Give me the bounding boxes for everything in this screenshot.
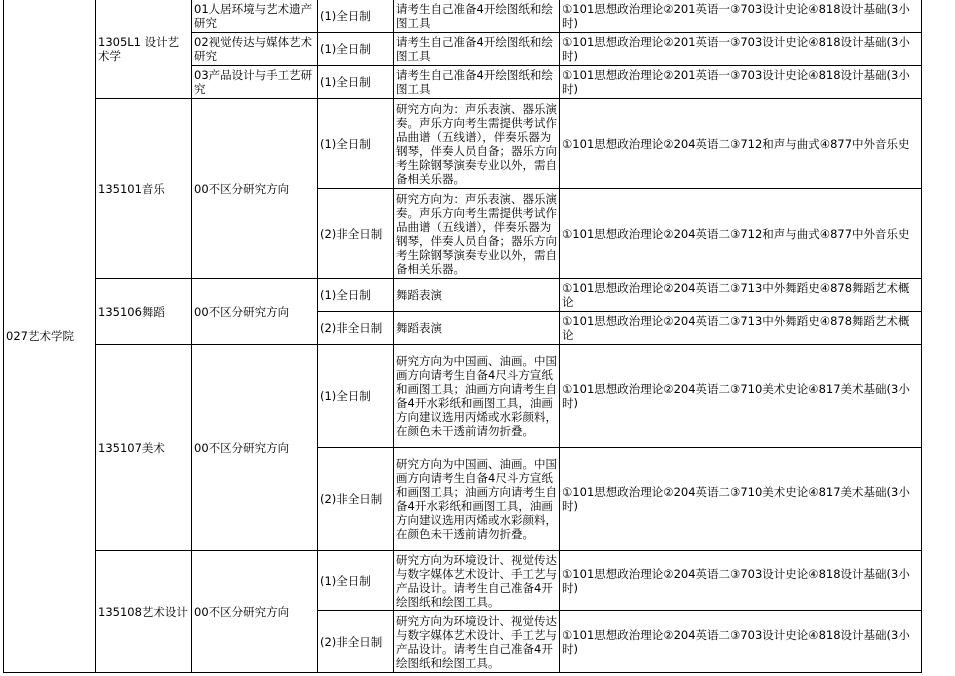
exam-subjects-cell: ①101思想政治理论②201英语一③703设计史论④818设计基础(3小时)	[560, 66, 922, 99]
remarks-cell: 研究方向为中国画、油画。中国画方向请考生自备4尺斗方宣纸和画图工具；油画方向请考生自备4开水彩纸和画图工具，油画方向建议选用丙烯或水彩颜料，在颜色未干透前请勿折叠。	[394, 448, 560, 551]
table-row	[4, 0, 922, 33]
study-mode-cell: (1)全日制	[318, 33, 394, 66]
dept-cell: 027艺术学院	[4, 0, 96, 673]
remarks-cell: 研究方向为环境设计、视觉传达与数字媒体艺术设计、手工艺与产品设计。请考生自己准备4开绘图纸和绘图工具。	[394, 551, 560, 611]
exam-subjects-cell: ①101思想政治理论②204英语二③712和声与曲式④877中外音乐史	[560, 189, 922, 279]
table-row	[4, 99, 922, 189]
study-mode-cell: (1)全日制	[318, 551, 394, 611]
exam-subjects-cell: ①101思想政治理论②204英语二③703设计史论④818设计基础(3小时)	[560, 611, 922, 673]
table-row	[4, 279, 922, 312]
study-mode-cell: (2)非全日制	[318, 448, 394, 551]
remarks-cell: 舞蹈表演	[394, 312, 560, 345]
study-mode-cell: (1)全日制	[318, 99, 394, 189]
major-cell: 1305L1 设计艺术学	[96, 0, 192, 99]
direction-cell: 00不区分研究方向	[192, 279, 318, 345]
study-mode-cell: (1)全日制	[318, 0, 394, 33]
direction-cell: 00不区分研究方向	[192, 551, 318, 673]
exam-subjects-cell: ①101思想政治理论②204英语二③710美术史论④817美术基础(3小时)	[560, 448, 922, 551]
study-mode-cell: (2)非全日制	[318, 189, 394, 279]
exam-subjects-cell: ①101思想政治理论②204英语二③710美术史论④817美术基础(3小时)	[560, 345, 922, 448]
remarks-cell: 请考生自己准备4开绘图纸和绘图工具	[394, 66, 560, 99]
exam-subjects-cell: ①101思想政治理论②204英语二③713中外舞蹈史④878舞蹈艺术概论	[560, 312, 922, 345]
direction-cell: 00不区分研究方向	[192, 345, 318, 551]
table-row	[4, 551, 922, 611]
exam-subjects-cell: ①101思想政治理论②204英语二③713中外舞蹈史④878舞蹈艺术概论	[560, 279, 922, 312]
direction-cell: 00不区分研究方向	[192, 99, 318, 279]
remarks-cell: 舞蹈表演	[394, 279, 560, 312]
remarks-cell: 请考生自己准备4开绘图纸和绘图工具	[394, 0, 560, 33]
study-mode-cell: (1)全日制	[318, 345, 394, 448]
major-cell: 135108艺术设计	[96, 551, 192, 673]
direction-cell: 01人居环境与艺术遗产研究	[192, 0, 318, 33]
exam-subjects-cell: ①101思想政治理论②204英语二③712和声与曲式④877中外音乐史	[560, 99, 922, 189]
study-mode-cell: (2)非全日制	[318, 611, 394, 673]
major-cell: 135107美术	[96, 345, 192, 551]
direction-cell: 02视觉传达与媒体艺术研究	[192, 33, 318, 66]
direction-cell: 03产品设计与手工艺研究	[192, 66, 318, 99]
remarks-cell: 研究方向为：声乐表演、器乐演奏。声乐方向考生需提供考试作品曲谱（五线谱），伴奏乐器为钢琴，伴奏人员自备；器乐方向考生除钢琴演奏专业以外，需自备相关乐器。	[394, 99, 560, 189]
remarks-cell: 研究方向为：声乐表演、器乐演奏。声乐方向考生需提供考试作品曲谱（五线谱），伴奏乐器为钢琴，伴奏人员自备；器乐方向考生除钢琴演奏专业以外，需自备相关乐器。	[394, 189, 560, 279]
enrollment-table	[3, 0, 922, 673]
major-cell: 135101音乐	[96, 99, 192, 279]
study-mode-cell: (1)全日制	[318, 66, 394, 99]
exam-subjects-cell: ①101思想政治理论②201英语一③703设计史论④818设计基础(3小时)	[560, 33, 922, 66]
study-mode-cell: (2)非全日制	[318, 312, 394, 345]
exam-subjects-cell: ①101思想政治理论②201英语一③703设计史论④818设计基础(3小时)	[560, 0, 922, 33]
remarks-cell: 研究方向为环境设计、视觉传达与数字媒体艺术设计、手工艺与产品设计。请考生自己准备4开绘图纸和绘图工具。	[394, 611, 560, 673]
remarks-cell: 研究方向为中国画、油画。中国画方向请考生自备4尺斗方宣纸和画图工具；油画方向请考生自备4开水彩纸和画图工具，油画方向建议选用丙烯或水彩颜料，在颜色未干透前请勿折叠。	[394, 345, 560, 448]
table-row	[4, 345, 922, 448]
exam-subjects-cell: ①101思想政治理论②204英语二③703设计史论④818设计基础(3小时)	[560, 551, 922, 611]
major-cell: 135106舞蹈	[96, 279, 192, 345]
study-mode-cell: (1)全日制	[318, 279, 394, 312]
remarks-cell: 请考生自己准备4开绘图纸和绘图工具	[394, 33, 560, 66]
